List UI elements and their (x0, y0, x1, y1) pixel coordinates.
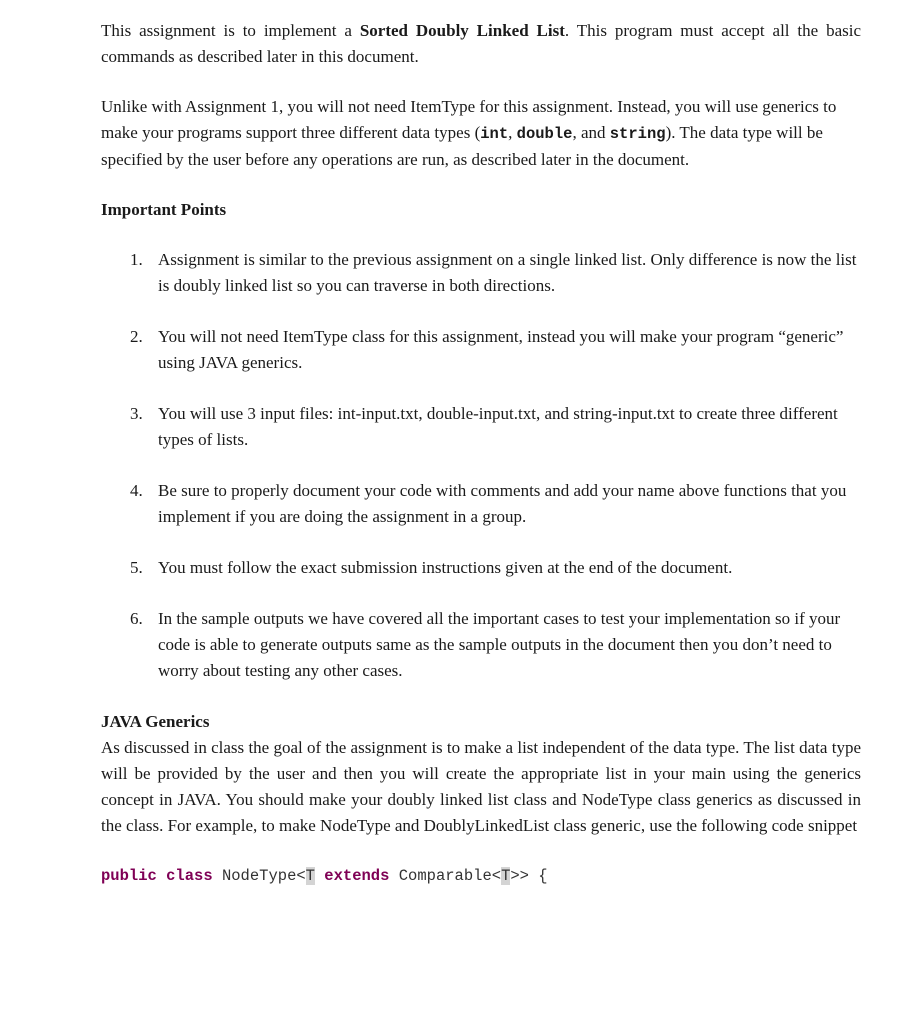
document-page (101, 18, 861, 889)
list-item (101, 555, 861, 581)
list-item-text: You will not need ItemType class for this assignment, instead you will make your program “generic” using JAVA generics. (158, 327, 844, 372)
intro-paragraph (101, 18, 861, 70)
generics-intro-text: Unlike with Assignment 1, you will not need ItemType for this assignment. Instead, you will use generics to make your programs support three different data types ( (101, 97, 837, 142)
type-int: int (480, 125, 509, 143)
type-double: double (516, 125, 573, 143)
list-item (101, 247, 861, 299)
intro-text: This assignment is to implement a (101, 21, 360, 40)
list-item-number: 4. (130, 481, 143, 500)
code-keyword: public (101, 867, 157, 885)
type-string: string (609, 125, 666, 143)
list-item-number: 3. (130, 404, 143, 423)
code-type-param: T (305, 867, 315, 885)
generics-intro-paragraph (101, 94, 861, 173)
code-keyword: class (166, 867, 213, 885)
intro-bold-title: Sorted Doubly Linked List (359, 21, 565, 40)
separator: , (508, 123, 517, 142)
list-item (101, 478, 861, 530)
list-item (101, 401, 861, 453)
java-generics-paragraph: As discussed in class the goal of the assignment is to make a list independent of the data type. The list data type will be provided by the user and then you will create the appropriate list in your main using the generics concept in JAVA. You should make your doubly linked list class and NodeType class generics as discussed in the class. For example, to make NodeType and DoublyLinkedList class generic, use the following code snippet (101, 738, 861, 835)
generics-intro-text-rest: ). The data type will be specified by the user before any operations are run, as described later in the document. (101, 123, 823, 169)
separator: , and (572, 123, 610, 142)
list-item-text: In the sample outputs we have covered all the important cases to test your implementation so if your code is able to generate outputs same as the sample outputs in the document then you don’t need to worry about testing any other cases. (158, 609, 841, 680)
list-item (101, 324, 861, 376)
list-item-text: Assignment is similar to the previous assignment on a single linked list. Only difference is now the list is doubly linked list so you can traverse in both directions. (158, 250, 857, 295)
important-points-heading: Important Points (101, 200, 227, 219)
important-points-list (101, 247, 861, 684)
code-snippet (101, 863, 861, 889)
code-keyword: extends (324, 867, 390, 885)
java-generics-heading: JAVA Generics (101, 712, 210, 731)
list-item-text: Be sure to properly document your code with comments and add your name above functions that you implement if you are doing the assignment in a group. (158, 481, 847, 526)
code-close: >> { (510, 867, 548, 885)
list-item-number: 1. (130, 250, 143, 269)
list-item-number: 2. (130, 327, 143, 346)
list-item-text: You will use 3 input files: int-input.txt, double-input.txt, and string-input.txt to create three different types of lists. (158, 404, 838, 449)
list-item-number: 6. (130, 609, 143, 628)
code-class-name: NodeType< (221, 867, 306, 885)
list-item-text: You must follow the exact submission instructions given at the end of the document. (158, 558, 733, 577)
list-item (101, 606, 861, 684)
list-item-number: 5. (130, 558, 143, 577)
code-type-param: T (501, 867, 511, 885)
intro-text-rest: . This program must accept all the basic commands as described later in this document. (101, 21, 861, 66)
code-comparable: Comparable< (398, 867, 502, 885)
